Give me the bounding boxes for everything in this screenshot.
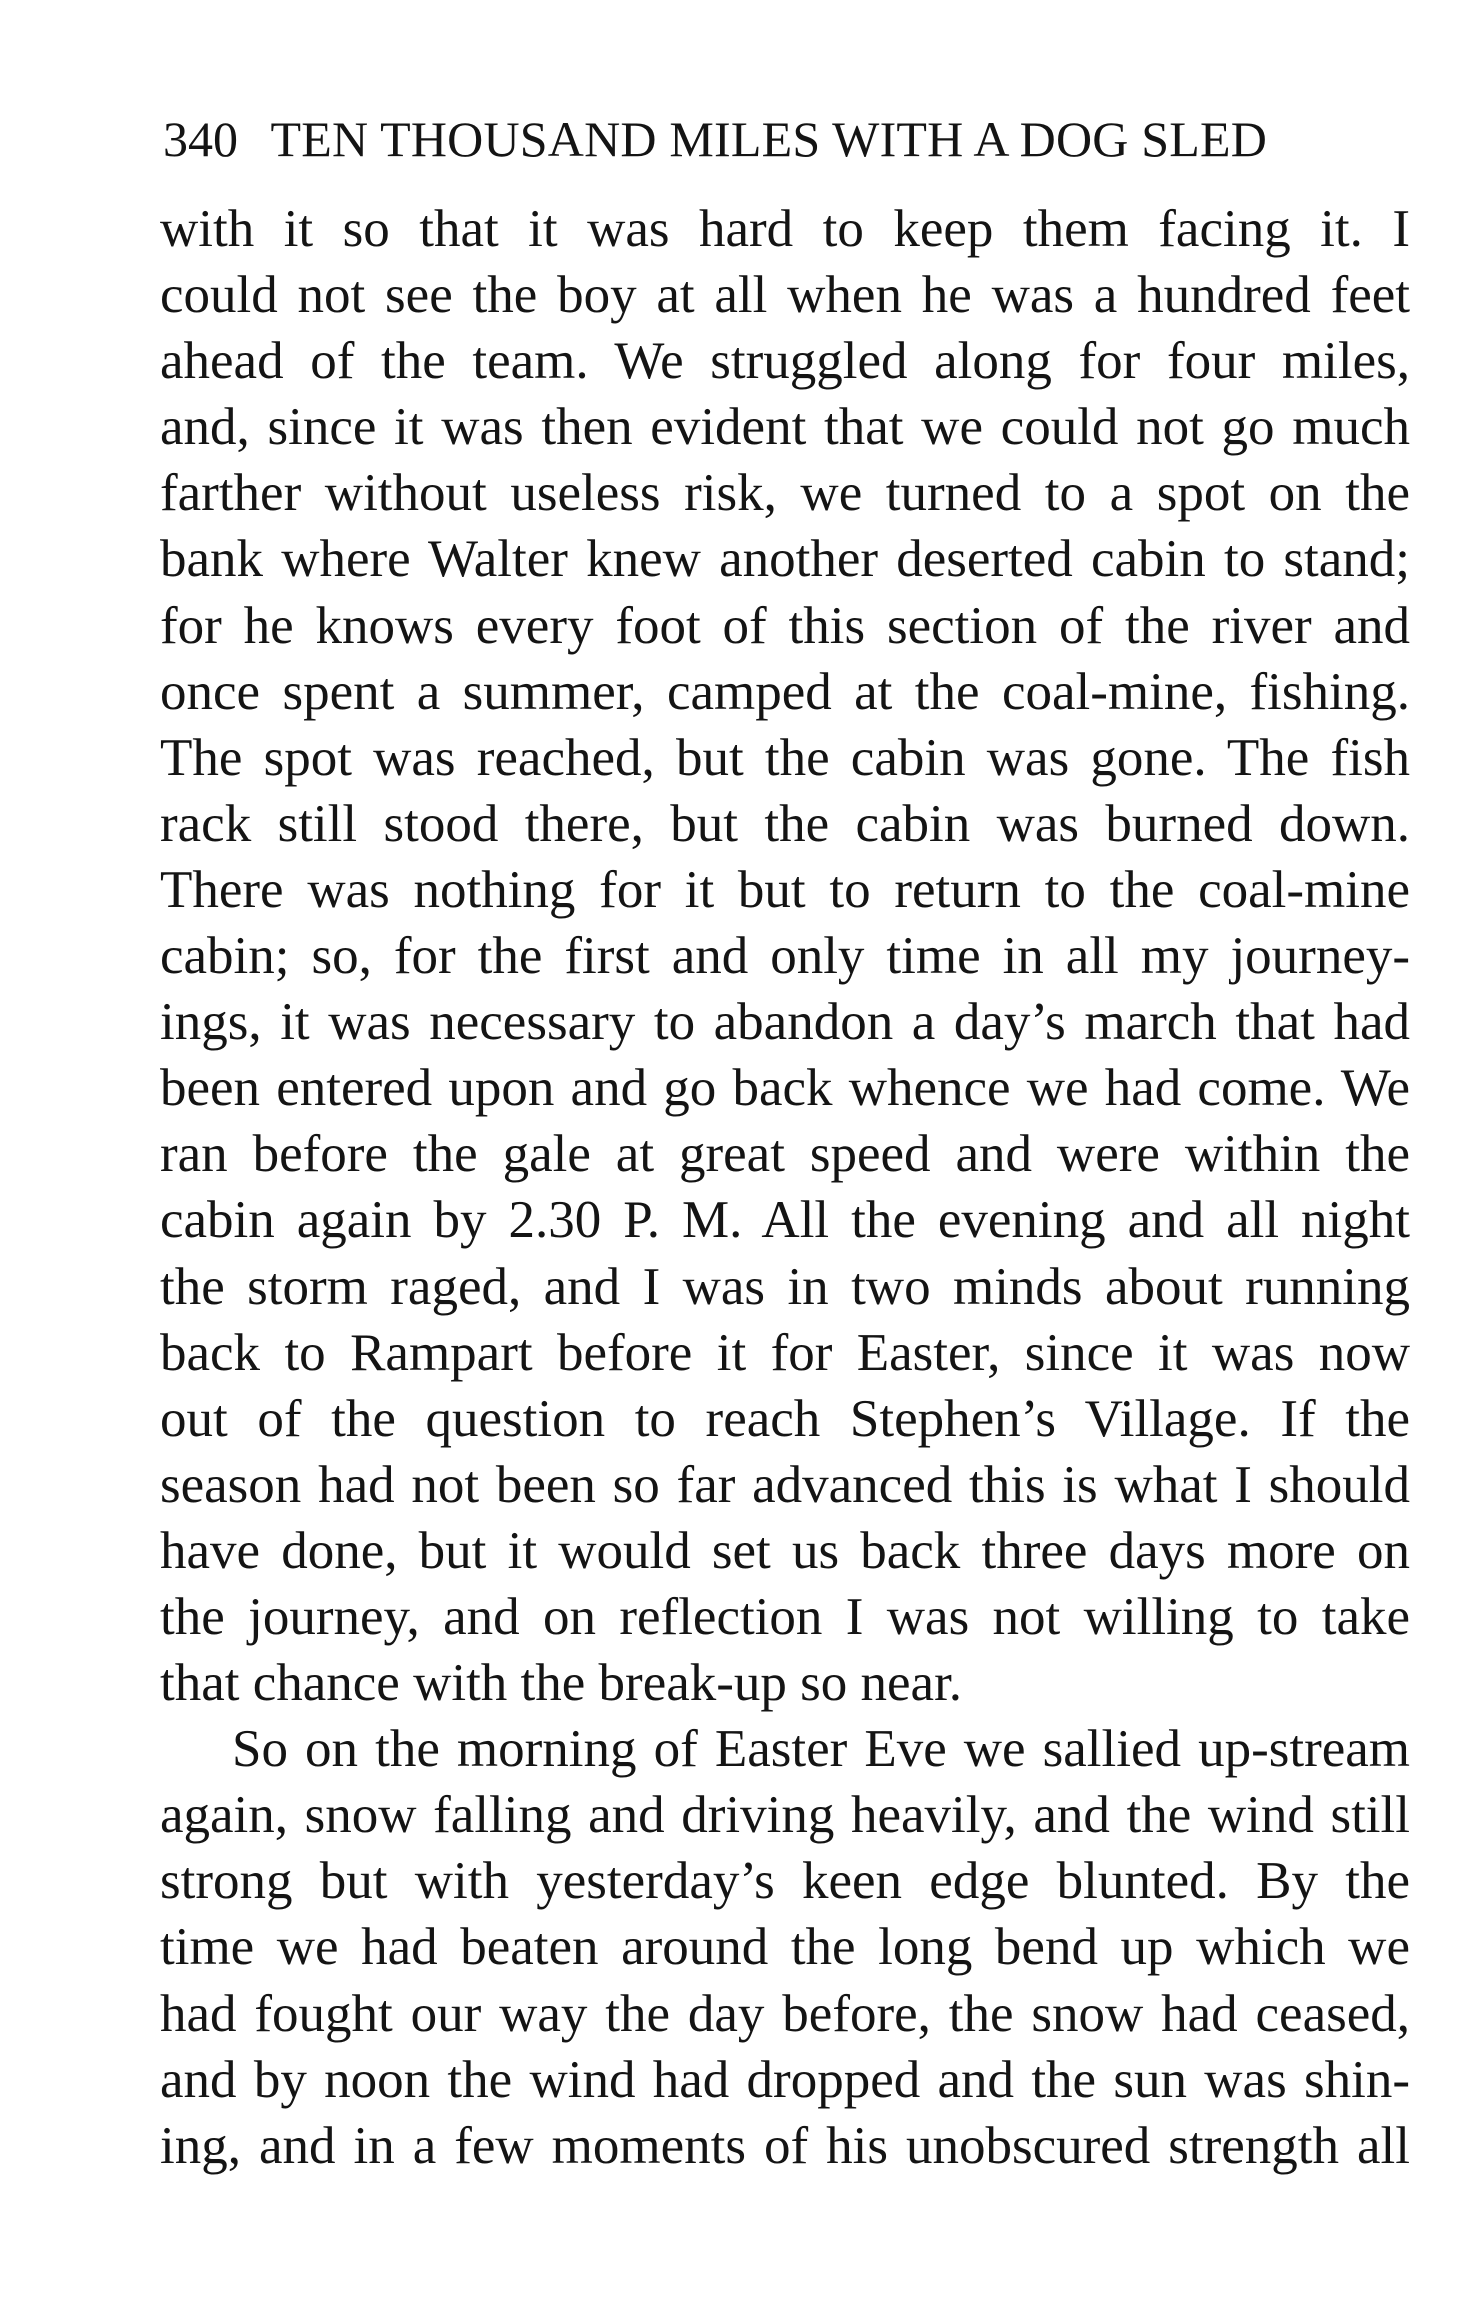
text-line: There was nothing for it but to return to the coal-mine [160, 860, 1410, 919]
text-line: back to Rampart before it for Easter, since it was now [160, 1323, 1410, 1382]
text-line: ing, and in a few moments of his unobscured strength all [160, 2116, 1410, 2175]
text-line: with it so that it was hard to keep them facing it. I [160, 200, 1410, 258]
text-line: time we had beaten around the long bend up which we [160, 1918, 1410, 1977]
text-line: strong but with yesterday’s keen edge blunted. By the [160, 1852, 1410, 1911]
text-line: been entered upon and go back whence we had come. We [160, 1059, 1410, 1118]
text-line: again, snow falling and driving heavily, and the wind still [160, 1786, 1410, 1845]
text-line: the storm raged, and I was in two minds about running [160, 1257, 1410, 1316]
text-line: The spot was reached, but the cabin was gone. The fish [160, 728, 1410, 787]
paragraph [160, 196, 1410, 1716]
text-line: So on the morning of Easter Eve we sallied up-stream [232, 1720, 1410, 1779]
text-line: ran before the gale at great speed and were within the [160, 1125, 1410, 1184]
text-line: and, since it was then evident that we could not go much [160, 398, 1410, 457]
text-line: have done, but it would set us back three days more on [160, 1521, 1410, 1580]
text-line: cabin; so, for the first and only time in all my journey- [160, 927, 1410, 986]
text-line: season had not been so far advanced this is what I should [160, 1455, 1410, 1514]
text-line: that chance with the break-up so near. [160, 1654, 963, 1713]
text-line: for he knows every foot of this section of the river and [160, 596, 1410, 655]
text-line: the journey, and on reflection I was not willing to take [160, 1587, 1410, 1646]
page-number: 340 [163, 111, 238, 167]
text-line: cabin again by 2.30 P. M. All the evening and all night [160, 1191, 1410, 1250]
text-line: had fought our way the day before, the snow had ceased, [160, 1984, 1410, 2043]
text-line: and by noon the wind had dropped and the sun was shin- [160, 2050, 1410, 2109]
text-line: once spent a summer, camped at the coal-mine, fishing. [160, 662, 1410, 721]
text-line: bank where Walter knew another deserted cabin to stand; [160, 530, 1410, 589]
body-text [160, 196, 1410, 2179]
text-line: out of the question to reach Stephen’s Village. If the [160, 1389, 1410, 1448]
running-title: TEN THOUSAND MILES WITH A DOG SLED [270, 111, 1268, 167]
paragraph [160, 1716, 1410, 2179]
text-line: rack still stood there, but the cabin was burned down. [160, 794, 1410, 853]
running-head [163, 102, 1411, 176]
text-line: could not see the boy at all when he was a hundred feet [160, 266, 1410, 325]
text-line: farther without useless risk, we turned to a spot on the [160, 464, 1410, 523]
text-line: ahead of the team. We struggled along for four miles, [160, 332, 1410, 391]
text-line: ings, it was necessary to abandon a day’s march that had [160, 993, 1410, 1052]
